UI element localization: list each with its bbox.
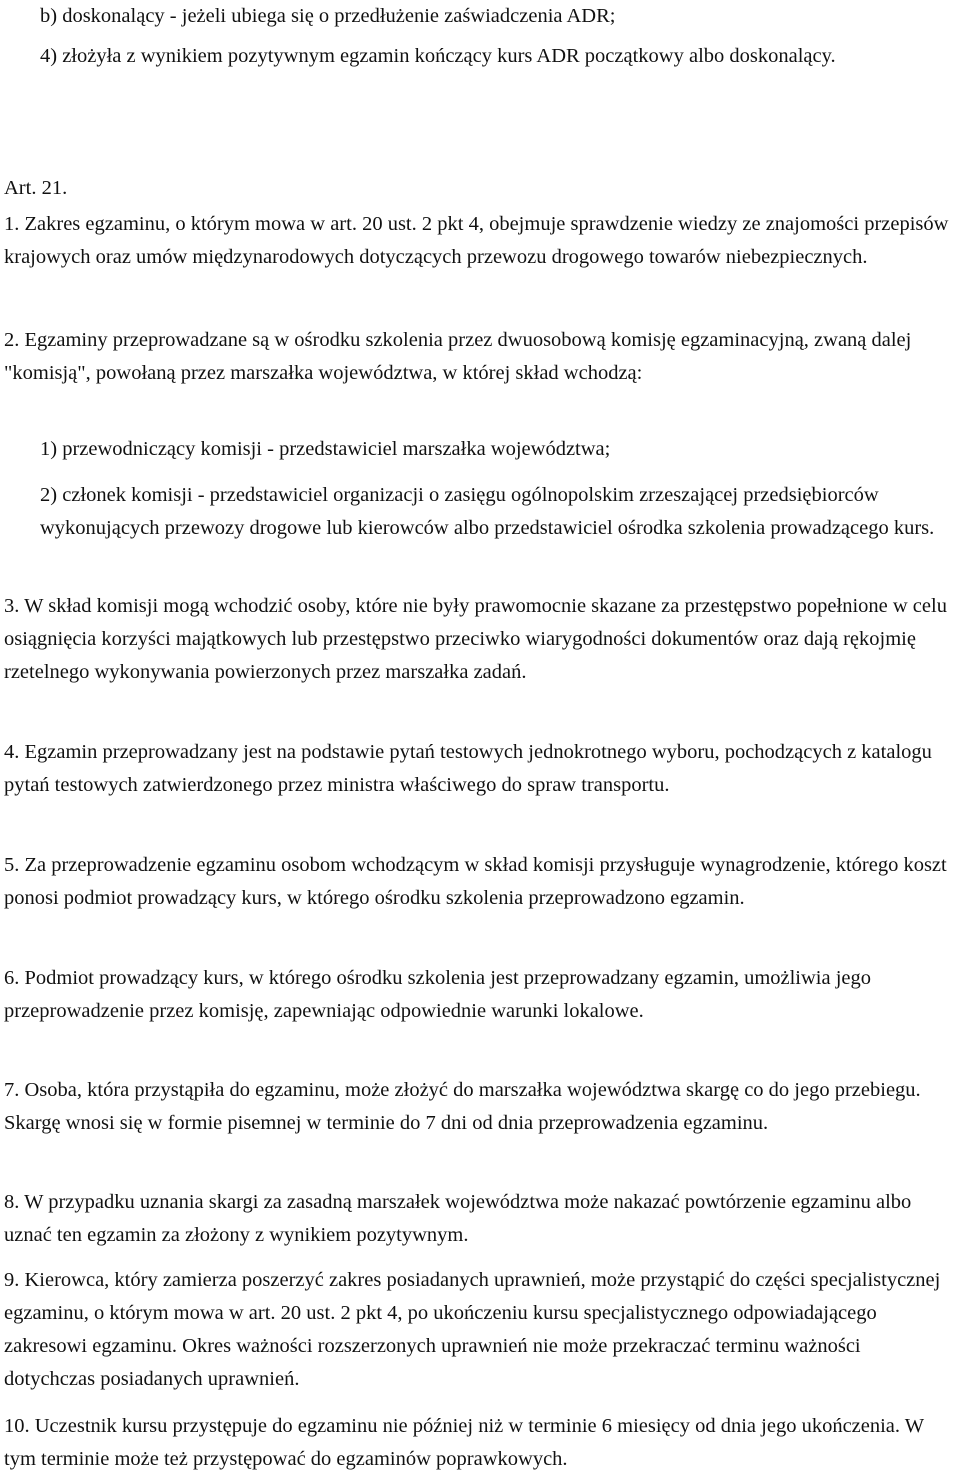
- paragraph-5: 5. Za przeprowadzenie egzaminu osobom wchodzącym w skład komisji przysługuje wynagrodzenie, którego koszt ponosi podmiot prowadzący kurs, w którego ośrodku szkolenia przeprowadzono egzamin.: [4, 854, 947, 909]
- paragraph-6: 6. Podmiot prowadzący kurs, w którego ośrodku szkolenia jest przeprowadzany egzamin, umożliwia jego przeprowadzenie przez komisję, zapewniając odpowiednie warunki lokalowe.: [4, 967, 872, 1022]
- article-heading: Art. 21.: [4, 177, 68, 199]
- paragraph-4: 4. Egzamin przeprowadzany jest na podstawie pytań testowych jednokrotnego wyboru, pochodzących z katalogu pytań testowych zatwierdzonego przez ministra właściwego do spraw transportu.: [4, 741, 932, 796]
- paragraph-7: 7. Osoba, która przystąpiła do egzaminu, może złożyć do marszałka województwa skargę co do jego przebiegu. Skargę wnosi się w formie pisemnej w terminie do 7 dni od dnia przeprowadzenia egzaminu.: [4, 1079, 921, 1134]
- list-item-4: 4) złożyła z wynikiem pozytywnym egzamin kończący kurs ADR początkowy albo doskonalący.: [40, 45, 836, 67]
- paragraph-10: 10. Uczestnik kursu przystępuje do egzaminu nie później niż w terminie 6 miesięcy od dnia jego ukończenia. W tym terminie może też przystępować do egzaminów poprawkowych.: [4, 1415, 924, 1470]
- paragraph-9: 9. Kierowca, który zamierza poszerzyć zakres posiadanych uprawnień, może przystąpić do części specjalistycznej egzaminu, o którym mowa w art. 20 ust. 2 pkt 4, po ukończeniu kursu specjalistycznego odpowiadającego zakresowi egzaminu. Okres ważności rozszerzonych uprawnień nie może przekraczać terminu ważności dotychczas posiadanych uprawnień.: [4, 1269, 941, 1390]
- paragraph-1: 1. Zakres egzaminu, o którym mowa w art. 20 ust. 2 pkt 4, obejmuje sprawdzenie wiedzy ze znajomości przepisów krajowych oraz umów międzynarodowych dotyczących przewozu drogowego towarów niebezpiecznych.: [4, 213, 949, 268]
- list-item-b: b) doskonalący - jeżeli ubiega się o przedłużenie zaświadczenia ADR;: [40, 5, 616, 27]
- paragraph-3: 3. W skład komisji mogą wchodzić osoby, które nie były prawomocnie skazane za przestępstwo popełnione w celu osiągnięcia korzyści majątkowych lub przestępstwo przeciwko wiarygodności dokumentów oraz dają rękojmię rzetelnego wykonywania powierzonych przez marszałka zadań.: [4, 595, 947, 683]
- paragraph-2-item-1: 1) przewodniczący komisji - przedstawiciel marszałka województwa;: [40, 438, 611, 460]
- paragraph-2-item-2: 2) członek komisji - przedstawiciel organizacji o zasięgu ogólnopolskim zrzeszającej przedsiębiorców wykonujących przewozy drogowe lub kierowców albo przedstawiciel ośrodka szkolenia prowadzącego kurs.: [40, 484, 935, 539]
- paragraph-2: 2. Egzaminy przeprowadzane są w ośrodku szkolenia przez dwuosobową komisję egzaminacyjną, zwaną dalej "komisją", powołaną przez marszałka województwa, w której skład wchodzą:: [4, 329, 912, 384]
- paragraph-8: 8. W przypadku uznania skargi za zasadną marszałek województwa może nakazać powtórzenie egzaminu albo uznać ten egzamin za złożony z wynikiem pozytywnym.: [4, 1191, 912, 1246]
